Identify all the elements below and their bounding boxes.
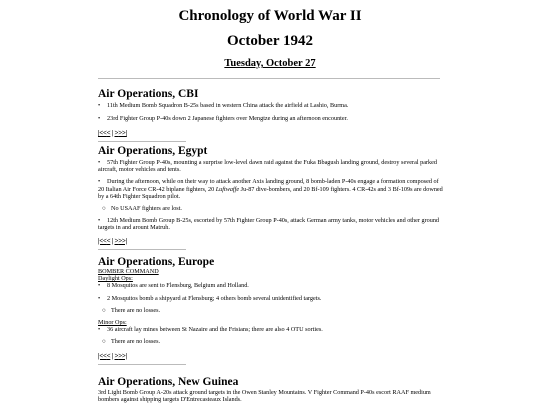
bullet-icon: • — [98, 294, 101, 302]
list-item: • During the afternoon, while on their way to attack another Axis landing ground, 8 bomb-laden P-40s engage a formation composed of 20 Italian Air Force CR-42 biplane fighters, 20 Luftwaffe Ju-87 dive-bombers, and 20 Bf-109 fighters. 4 CR-42s and 3 Bf-109s are downed by a 64th Fighter Squadron pilot. — [98, 178, 443, 200]
nav-next-link[interactable]: > — [114, 129, 119, 138]
section-title-cbi: Air Operations, CBI — [98, 88, 199, 100]
nav-prev-link[interactable]: < — [106, 129, 111, 138]
section-cbi — [98, 88, 443, 142]
section-title-egypt: Air Operations, Egypt — [98, 145, 208, 157]
section-title-new-guinea: Air Operations, New Guinea — [98, 376, 239, 388]
page-title: Chronology of World War II — [178, 8, 362, 24]
sub-list-item: ○ There are no losses. — [102, 338, 161, 346]
list-item: • 23rd Fighter Group P-40s down 2 Japanese fighters over Mengtze during an afternoon encounter. — [98, 115, 348, 123]
nav-links: |<<< | >>>| — [98, 351, 127, 360]
nav-next-link[interactable]: > — [114, 236, 119, 245]
bullet-icon: • — [98, 115, 101, 123]
section-europe — [98, 256, 443, 365]
nav-last-link[interactable]: >>| — [118, 129, 127, 138]
nav-first-link[interactable]: |<< — [98, 129, 107, 138]
section-divider — [98, 249, 186, 250]
daylight-ops-label: Daylight Ops: — [98, 275, 133, 283]
nav-first-link[interactable]: |<< — [98, 351, 107, 360]
sub-list-item: ○ No USAAF fighters are lost. — [102, 205, 182, 213]
nav-links: |<<< | >>>| — [98, 129, 127, 138]
list-item: • 8 Mosquitos are sent to Flensburg, Belgium and Holland. — [98, 282, 249, 290]
bomber-command-link[interactable]: BOMBER COMMAND — [98, 268, 159, 275]
list-item: • 12th Medium Bomb Group B-25s, escorted by 57th Fighter Group P-40s, attack German army tanks, motor vehicles and other ground targets in and arount Matruh. — [98, 217, 440, 232]
section-new-guinea — [98, 376, 443, 403]
page-date-heading: Tuesday, October 27 — [224, 58, 316, 69]
top-divider — [98, 78, 440, 79]
section-text: 3rd Light Bomb Group A-20s attack ground targets in the Owen Stanley Mountains. V Fighter Command P-40s escort RAAF medium bombers against shipping targets D'Entrecasteaux Islands. — [98, 389, 431, 404]
nav-last-link[interactable]: >>| — [118, 351, 127, 360]
sub-list-item: ○ There are no losses. — [102, 306, 161, 314]
bullet-icon: • — [98, 217, 101, 225]
bullet-icon: • — [98, 326, 101, 334]
nav-next-link[interactable]: > — [114, 351, 119, 360]
section-divider — [98, 141, 186, 142]
list-item: • 2 Mosquitos bomb a shipyard at Flensburg; 4 others bomb several unidentified targets. — [98, 294, 322, 302]
nav-first-link[interactable]: |<< — [98, 236, 107, 245]
page-subtitle-month: October 1942 — [227, 33, 313, 49]
list-item: • 36 aircraft lay mines between St Nazaire and the Frisians; there are also 4 OTU sorties. — [98, 326, 323, 334]
nav-links: |<<< | >>>| — [98, 236, 127, 245]
circle-bullet-icon: ○ — [102, 338, 106, 346]
nav-prev-link[interactable]: < — [106, 236, 111, 245]
nav-prev-link[interactable]: < — [106, 351, 111, 360]
circle-bullet-icon: ○ — [102, 205, 106, 213]
section-divider — [98, 364, 186, 365]
bullet-icon: • — [98, 178, 101, 186]
section-egypt — [98, 145, 443, 250]
section-title-europe: Air Operations, Europe — [98, 256, 215, 268]
circle-bullet-icon: ○ — [102, 306, 106, 314]
bullet-icon: • — [98, 102, 101, 109]
list-item: • 57th Fighter Group P-40s, mounting a surprise low-level dawn raid against the Fuka Bbagush landing ground, destroy several parked aircraft, motor vehicles and tents. — [98, 159, 437, 174]
list-item: • 11th Medium Bomb Squadron B-25s based in western China attack the airfield at Lashio, Burma. — [98, 102, 349, 109]
bullet-icon: • — [98, 159, 101, 166]
bullet-icon: • — [98, 282, 101, 290]
nav-last-link[interactable]: >>| — [118, 236, 127, 245]
minor-ops-label: Minor Ops: — [98, 319, 127, 327]
